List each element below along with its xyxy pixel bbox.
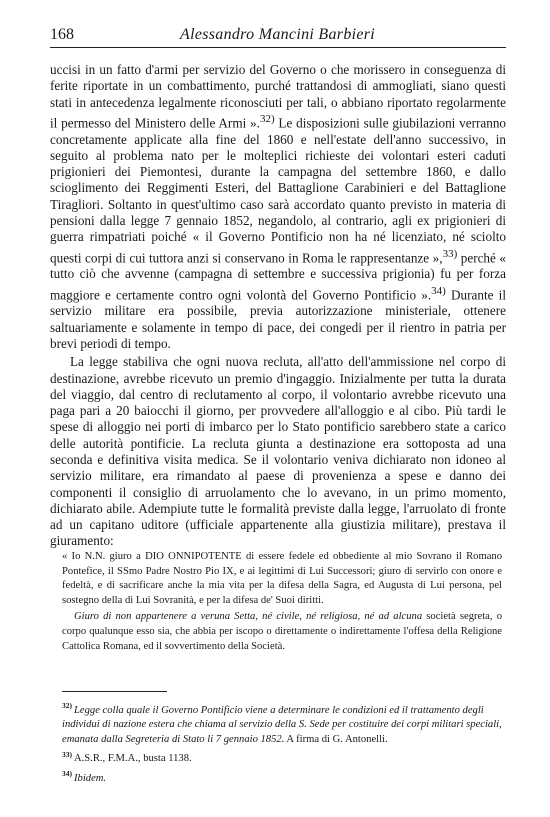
oath-text-run: società segreta, o corpo qualunque esso sia, che abbia per iscopo o direttamente o indirettamente l'offesa della Religione Cattolica Romana, ed il sovvertimento della Società. xyxy=(62,611,502,652)
footnote-ref: 33) xyxy=(442,247,458,260)
text-run: uccisi in un fatto d'armi per servizio del Governo o che morissero in conseguenza di ferite riportate in un combattimento, purché trattandosi di ammogliati, siano questi stati in antecedenza legalmente riconosciuti per tali, o abbiano riportato regolarmente il permesso del Ministero delle Armi ». xyxy=(50,62,506,131)
footnote-italic: Ibidem. xyxy=(74,772,107,784)
oath-paragraph: « Io N.N. giuro a DIO ONNIPOTENTE di essere fedele ed obbediente al mio Sovrano il Romano Pontefice, il SSmo Padre Nostro Pio IX, e ai legittimi di Lui Successori; giuro di servirlo con onore e fedeltà, e di sacrificare anche la mia vita per la difesa della Sagra, ed Augusta di Lui persona, pel sostegno della di Lui Sovranità, e per la difesa de' Suoi diritti. xyxy=(62,551,502,606)
text-run: Durante il servizio militare era possibile, previa autorizzazione ministeriale, ottenere saltuariamente e solamente in tempo di pace, dei congedi per il rientro in patria per brevi periodi di tempo. xyxy=(50,287,506,351)
paragraph xyxy=(50,62,506,352)
oath-quotation xyxy=(62,550,502,654)
footnote xyxy=(62,769,502,786)
running-title: Alessandro Mancini Barbieri xyxy=(180,26,376,43)
footnote-ref: 34) xyxy=(431,284,446,297)
text-run: perché « tutto ciò che avvenne (campagna di settembre e successiva prigionia) fu per forza maggiore e certamente contro ogni volontà del Governo Pontificio ». xyxy=(50,250,506,303)
footnote-rule xyxy=(62,691,167,692)
footnote-ref: 32) xyxy=(259,112,275,125)
footnote-text: A.S.R., F.M.A., busta 1138. xyxy=(74,753,192,765)
running-head xyxy=(50,26,506,46)
footnote xyxy=(62,701,502,747)
footnote-italic: Legge colla quale il Governo Pontificio viene a determinare le condizioni ed il trattamento degli individui di nazione estera che chiama al servizio della S. Sede per costituire dei corpi militari speciali, emanata dalla Segreteria di Stato li 7 gennaio 1852. xyxy=(62,705,502,745)
text-run: La legge stabiliva che ogni nuova recluta, all'atto dell'ammissione nel corpo di destinazione, avrebbe ricevuto un premio d'ingaggio. Inizialmente per tutta la durata del viaggio, dal centro di reclutamento al corpo, il volontario avrebbe ricevuto una paga pari a 20 baiocchi il giorno, per provvedere all'alloggio e al cibo. Più tardi le spese di alloggio nei porti di imbarco per lo Stato pontificio sarebbero state a carico delle autorità pontificie. La recluta giunta a destinazione era sottoposta ad una seconda e definitiva visita medica. Se il volontario veniva dichiarato non idoneo al servizio militare, era rimandato al paese di provenienza a spese e danno dei componenti il consiglio di arruolamento che lo avevano, in un primo momento, dichiarato abile. Adempiute tutte le formalità previste dalla legge, l'arruolato di fronte ad un capitano uditore (ufficiale appartenente alla giustizia militare), prestava il giuramento: xyxy=(50,354,506,549)
body-text xyxy=(50,62,506,550)
footnote-number: 32) xyxy=(62,701,72,711)
footnotes xyxy=(62,701,502,786)
footnote-text: A firma di G. Antonelli. xyxy=(284,733,388,745)
page-number: 168 xyxy=(50,26,74,43)
paragraph xyxy=(50,354,506,550)
oath-paragraph xyxy=(62,610,502,654)
footnote-number: 33) xyxy=(62,749,72,759)
text-run: Le disposizioni sulle giubilazioni verranno concretamente applicate alla fine del 1860 e nell'estate dell'anno successivo, in seguito al problema nato per le molteplici richieste dei volontari esteri caduti prigionieri dei Piemontesi, durante la campagna del settembre 1860, e dallo scioglimento dei Reggimenti Esteri, del Battaglione Carabinieri e del Battaglione Tiragliori. Soltanto in quest'ultimo caso sarà accordato quanto previsto in materia di pensioni dalla legge 7 gennaio 1852, negandolo, al contrario, agli ex prigionieri di guerra rimpatriati poiché « il Governo Pontificio non ha né licenziato, né sciolto questi corpi di cui tuttora anzi si conservano in Roma le rappresentanze », xyxy=(50,115,507,266)
footnote xyxy=(62,749,502,766)
oath-italic-run: Giuro di non appartenere a veruna Setta, né civile, né religiosa, né ad alcuna xyxy=(74,611,423,623)
header-rule xyxy=(50,47,506,48)
footnote-number: 34) xyxy=(62,769,72,779)
